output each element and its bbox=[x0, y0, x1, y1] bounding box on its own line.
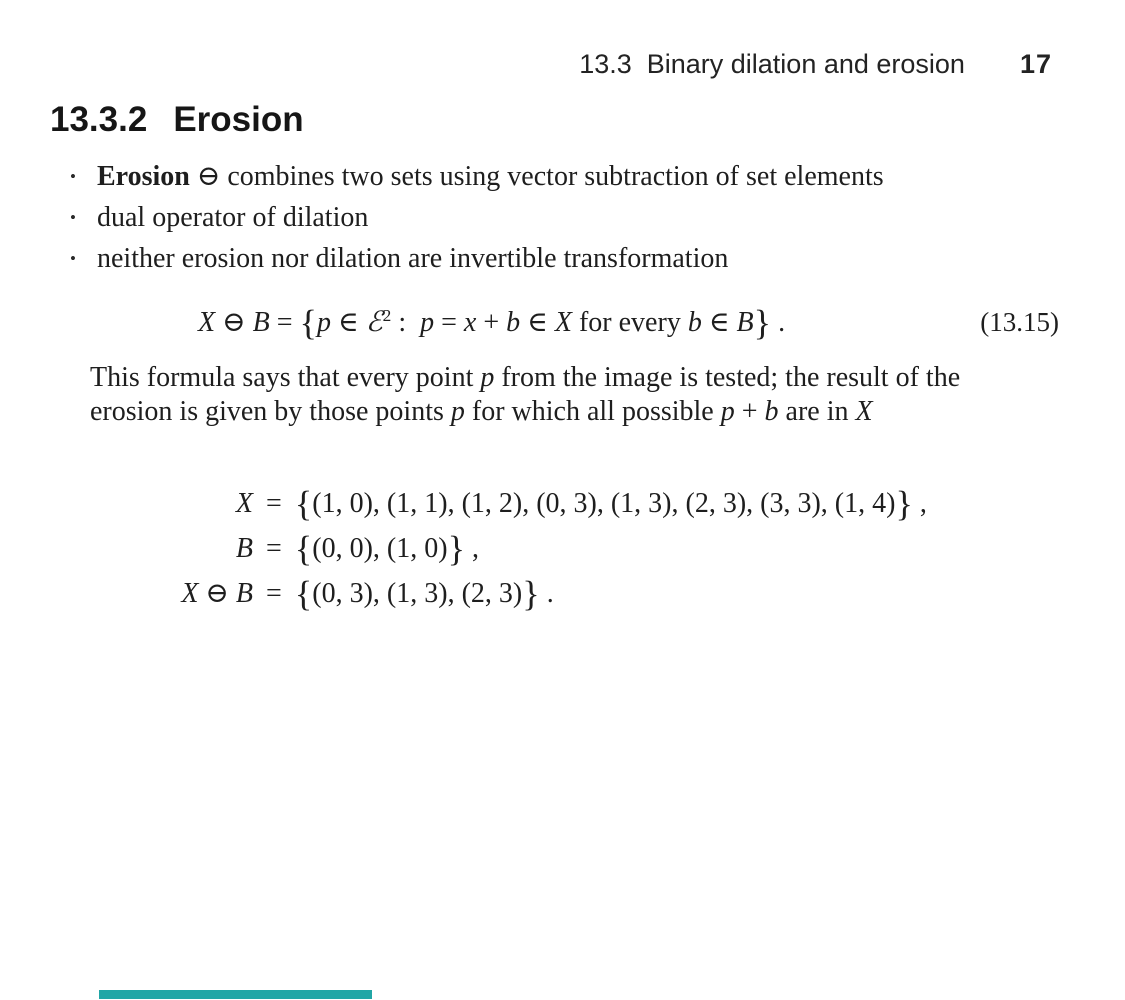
paragraph-line-2: erosion is given by those points p for which all possible p + b are in X bbox=[90, 396, 873, 427]
bullet-text: dual operator of dilation bbox=[97, 202, 369, 233]
example-lhs: X bbox=[235, 488, 253, 519]
bullet-icon: • bbox=[70, 167, 76, 186]
example-row-x-set bbox=[157, 483, 927, 524]
paragraph-line-1: This formula says that every point p from the image is tested; the result of the bbox=[90, 362, 961, 393]
example-row-b-set bbox=[157, 528, 927, 569]
example-rhs: {(1, 0), (1, 1), (1, 2), (0, 3), (1, 3), (2, 3), (3, 3), (1, 4)} , bbox=[294, 483, 927, 524]
example-rhs: {(0, 3), (1, 3), (2, 3)} . bbox=[294, 573, 554, 614]
footer-accent-bar bbox=[99, 990, 372, 999]
bullet-item-not-invertible bbox=[70, 244, 884, 274]
equals-sign: = bbox=[266, 488, 282, 519]
running-header bbox=[579, 49, 1052, 80]
bullet-item-dual-operator bbox=[70, 203, 884, 233]
bullet-icon: • bbox=[70, 208, 76, 227]
explanation-paragraph bbox=[90, 361, 960, 429]
section-title: Erosion bbox=[173, 100, 304, 139]
equals-sign: = bbox=[266, 533, 282, 564]
section-heading bbox=[50, 100, 304, 140]
page-number: 17 bbox=[1019, 49, 1052, 79]
example-lhs: X ⊖ B bbox=[181, 578, 253, 609]
equals-sign: = bbox=[266, 578, 282, 609]
equation-number: (13.15) bbox=[980, 307, 1059, 337]
bullet-text: neither erosion nor dilation are invertible transformation bbox=[97, 243, 729, 274]
bullet-text: Erosion ⊖ combines two sets using vector subtraction of set elements bbox=[97, 161, 884, 192]
equation-13-15 bbox=[198, 302, 1059, 343]
example-equation-block bbox=[157, 483, 927, 622]
bullet-icon: • bbox=[70, 249, 76, 268]
example-lhs: B bbox=[235, 533, 253, 564]
section-number: 13.3.2 bbox=[50, 100, 148, 139]
bullet-item-erosion-definition bbox=[70, 162, 884, 192]
running-header-title: 13.3 Binary dilation and erosion bbox=[579, 49, 965, 79]
example-row-erosion-result bbox=[157, 573, 927, 614]
bullet-list bbox=[70, 162, 884, 285]
equation-body: X ⊖ B = {p ∈ ℰ$^2$ : p = x + b ∈ X for every b ∈ B} . bbox=[198, 302, 786, 343]
example-rhs: {(0, 0), (1, 0)} , bbox=[294, 528, 480, 569]
